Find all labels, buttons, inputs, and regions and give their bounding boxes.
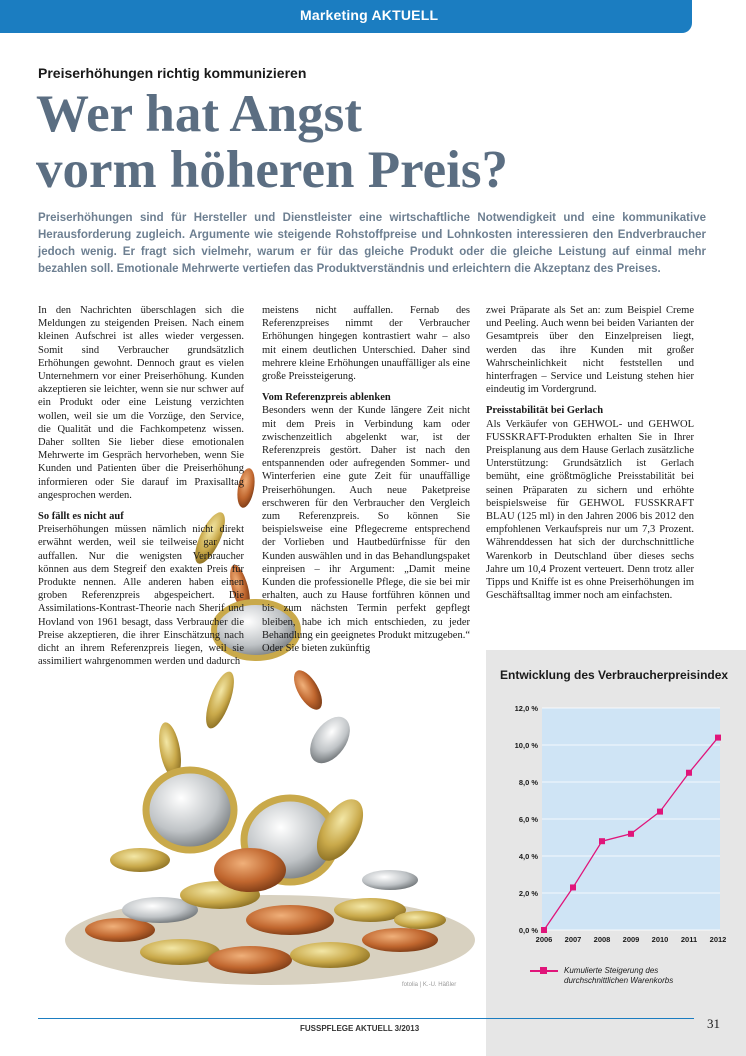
photo-credit: fotolia | K.-U. Häßler	[402, 982, 457, 988]
y-tick-label: 6,0 %	[518, 815, 538, 824]
data-point	[715, 735, 721, 741]
data-point	[686, 770, 692, 776]
subheading: So fällt es nicht auf	[38, 511, 124, 523]
y-tick-label: 0,0 %	[518, 926, 538, 935]
legend-label: Kumulierte Steigerung des durchschnittlichen Warenkorbs	[564, 966, 674, 985]
paragraph: Als Verkäufer von GEHWOL- und GEHWOL FUSSKRAFT-Produkten erhalten Sie in Ihrer Preisplanung aus dem Hause Gerlach zusätzliche Unterstützung: Grundsätzlich ist Gerlach bemüht, eine größtmögliche Preisstabilität bei seinen Präparaten zu sichern und erhöhte beispielsweise für GEHWOL FUSSKRAFT BLAU (125 ml) in den Jahren 2006 bis 2012 den empfohlenen Verkaufspreis nur um 7,3 Prozent. Währenddessen hat sich der durchschnittliche Warenkorb in Deutschland über dieses sechs Jahre um 10,4 Prozent verteuert. Denn trotz aller Tipps und Kniffe ist es ohne Preiserhöhungen im Geschäftsalltag immer noch am einfachsten.	[486, 418, 694, 602]
legend-square-marker-icon	[540, 967, 547, 974]
footer-publication: FUSSPFLEGE AKTUELL 3/2013	[300, 1024, 420, 1033]
x-tick-label: 2007	[564, 935, 582, 944]
cpi-line-chart	[486, 690, 736, 960]
article-headline	[36, 86, 696, 198]
x-tick-label: 2010	[651, 935, 669, 944]
paragraph: zwei Präparate als Set an: zum Beispiel Creme und Peeling. Auch wenn bei beiden Varianten der Gesamtpreis über den Einzelpreisen liegt, werden das ihre Kunden mit großer Wahrscheinlichkeit nicht feststellen und hinterfragen – Service und Leistung stehen hier eindeutig im Vordergrund.	[486, 305, 694, 396]
footer-rule	[38, 1018, 694, 1019]
x-tick-label: 2006	[535, 935, 553, 944]
coin-pile	[65, 770, 475, 985]
data-point	[628, 831, 634, 837]
paragraph: In den Nachrichten überschlagen sich die Meldungen zu steigenden Preisen. Nach einem kleinen Aufschrei ist alles wieder vergessen. Somit sind Verbraucher grundsätzlich Erhöhungen gewohnt. Dennoch graut es vielen Unternehmern vor einer Preiserhöhung. Kunden akzeptieren sie leichter, wenn sie nur schwer auf ein Produkt oder eine Leistung verzichten wollen, weil sie um die Vorzüge, den Service, die Qualität und die Fachkompetenz wissen. Daher sollten Sie lieber diese emotionalen Mehrwerte im Gespräch hervorheben, wenn Sie Kunden und Patienten über die Preiserhöhung informieren oder Sie darauf im Praxisalltag angesprochen werden.	[38, 305, 244, 501]
subheading: Vom Referenzpreis ablenken	[262, 392, 391, 404]
article-kicker: Preiserhöhungen richtig kommunizieren	[38, 65, 307, 81]
y-tick-label: 12,0 %	[514, 704, 538, 713]
headline-line-2: vorm höheren Preis?	[36, 141, 509, 199]
paragraph: meistens nicht auffallen. Fernab des Referenzpreises nimmt der Verbraucher Erhöhungen hingegen kontrastiert wahr – also mit einem deutlichen Unterschied. Daher sind mehrere kleine Erhöhungen unauffälliger als eine große Preissteigerung.	[262, 305, 470, 383]
chart-title: Entwicklung des Verbraucherpreisindex	[500, 668, 729, 682]
x-tick-label: 2008	[593, 935, 611, 944]
paragraph: Besonders wenn der Kunde längere Zeit nicht mit dem Preis in Verbindung kam oder zwischenzeitlich abgelenkt war, ist der Referenzpreis gestört. Daher ist nach den entspannenden oder aufregenden Sommer- und Winterferien eine gute Zeit für unauffällige Preiserhöhungen. Auch neue Paketpreise erschweren für den Verbraucher den Vergleich zum Referenzpreis. So können Sie beispielsweise eine Pflegecreme entsprechend der Vorlieben und Hautbedürfnisse für den Kunden auswählen und in das Behandlungspaket einpreisen – ihr Argument: „Damit meine Kunden die professionelle Pflege, die sie bei mir erhalten, auch zu Hause fortführen können und bis zum nächsten Termin perfekt gepflegt bleiben, habe ich mich entschieden, zu jeder Behandlung ein geeignetes Produkt mitzugeben.“ Oder Sie bieten zukünftig	[262, 405, 470, 655]
data-point	[657, 809, 663, 815]
x-tick-label: 2012	[709, 935, 727, 944]
section-banner	[0, 0, 692, 33]
page-number: 31	[707, 1016, 720, 1031]
data-point	[570, 884, 576, 890]
text-column-1	[38, 304, 244, 668]
x-tick-label: 2011	[680, 935, 698, 944]
y-tick-label: 2,0 %	[518, 889, 538, 898]
headline-line-1: Wer hat Angst	[36, 85, 362, 143]
paragraph: Preiserhöhungen müssen nämlich nicht direkt erwähnt werden, weil sie teilweise gar nicht auffallen. Nur die wenigsten Verbraucher können aus dem Stegreif den exakten Preis für Produkte nennen. Alle anderen haben einen groben Referenzpreis abgespeichert. Die Assimilations-Kontrast-Theorie nach Sherif und Hovland von 1961 besagt, dass Verbraucher die Preise akzeptieren, die ihrer Einschätzung nach dicht an ihrem Referenzpreis liegen, weil sie assimiliert wahrgenommen werden und dadurch	[38, 524, 244, 668]
y-tick-label: 10,0 %	[514, 741, 538, 750]
y-tick-label: 4,0 %	[518, 852, 538, 861]
subheading: Preisstabilität bei Gerlach	[486, 405, 604, 417]
data-point	[599, 838, 605, 844]
text-column-2	[262, 304, 470, 655]
data-point	[541, 927, 547, 933]
article-lead: Preiserhöhungen sind für Hersteller und Dienstleister eine wirtschaftliche Notwendigkeit und eine kommunikative Herausforderung zugleich. Argumente wie steigende Rohstoffpreise und Lohnkosten interessieren den Endverbraucher jedoch wenig. Er fragt sich vielmehr, warum er für das gleiche Produkt oder die gleiche Leistung auf einmal mehr bezahlen soll. Emotionale Mehrwerte vertiefen das Produktverständnis und erleichtern die Akzeptanz des Preises.	[38, 212, 706, 275]
y-tick-label: 8,0 %	[518, 778, 538, 787]
section-title: Marketing AKTUELL	[300, 7, 439, 23]
text-column-3	[486, 304, 694, 602]
x-tick-label: 2009	[622, 935, 640, 944]
